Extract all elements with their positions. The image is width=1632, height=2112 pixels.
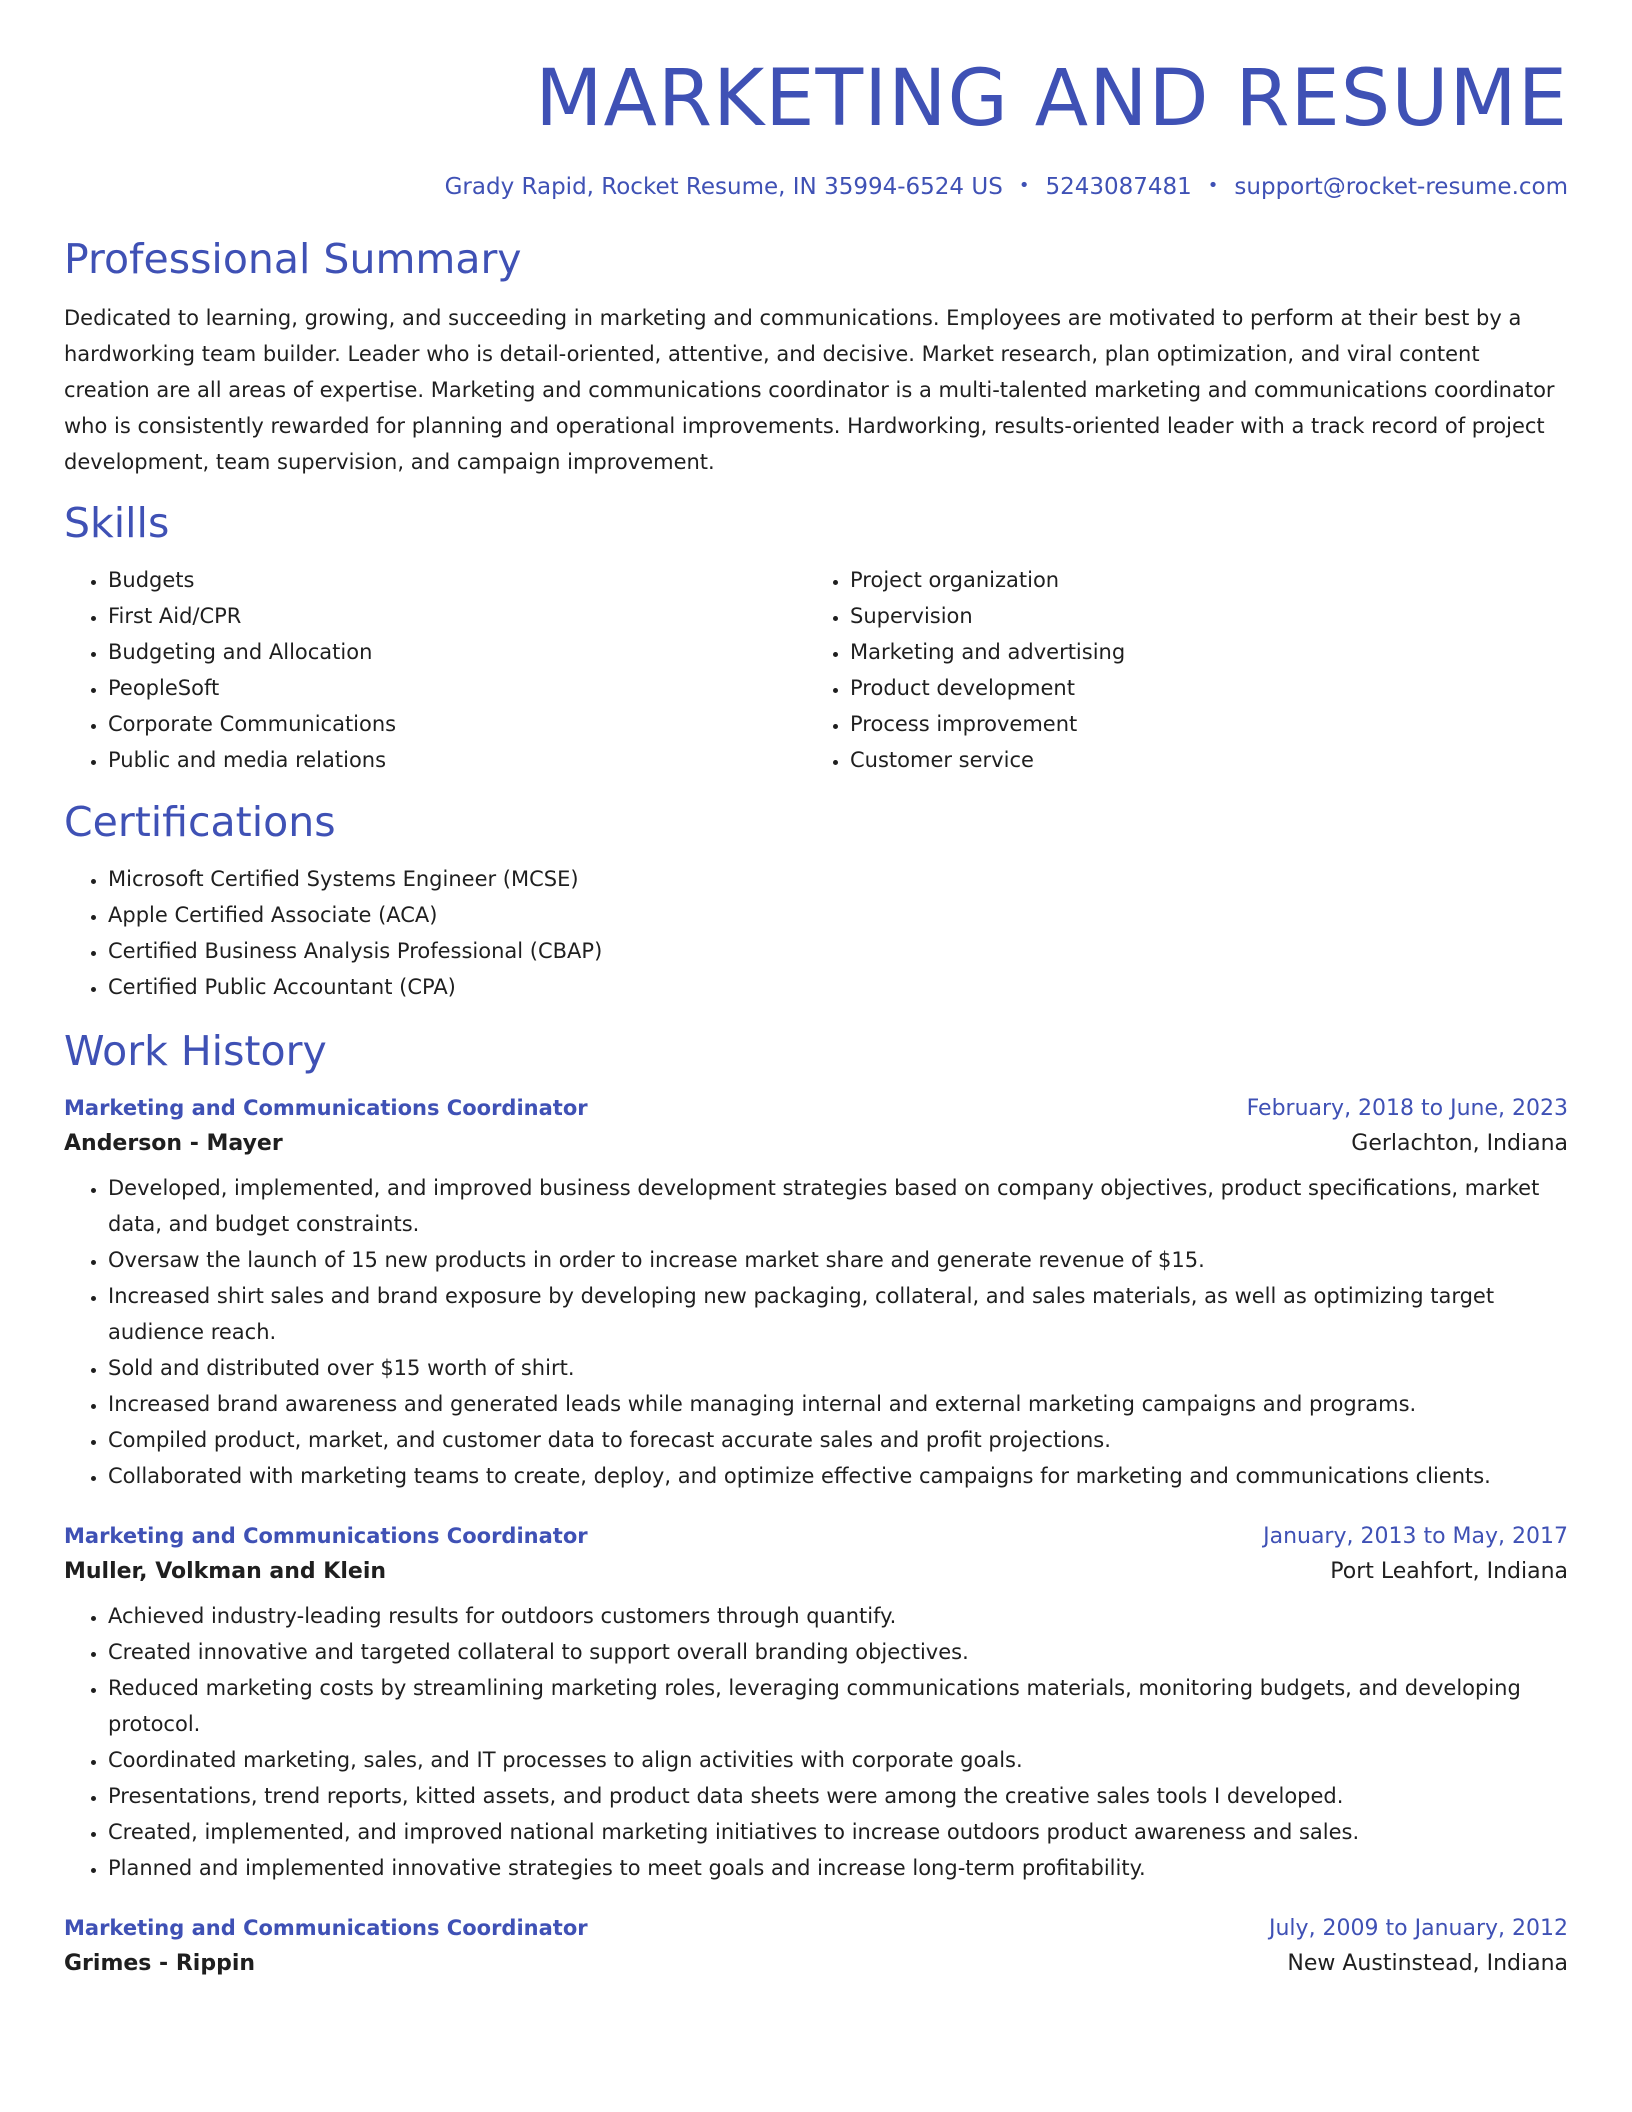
job-bullet: • Reduced marketing costs by streamlining marketing roles, leveraging communications materials, monitoring budgets, and developing protocol. bbox=[108, 1670, 1568, 1742]
skill-item: • Budgets bbox=[108, 562, 806, 598]
job-title: Marketing and Communications Coordinator bbox=[64, 1916, 588, 1940]
job-bullet: • Planned and implemented innovative strategies to meet goals and increase long-term profitability. bbox=[108, 1850, 1568, 1886]
job-bullet: • Increased shirt sales and brand exposure by developing new packaging, collateral, and sales materials, as well as optimizing target audience reach. bbox=[108, 1278, 1568, 1350]
contact-email[interactable]: support@rocket-resume.com bbox=[1234, 174, 1568, 200]
certifications-list bbox=[64, 861, 1568, 1005]
job-bullet: • Oversaw the launch of 15 new products in order to increase market share and generate revenue of $15. bbox=[108, 1242, 1568, 1278]
job-subheader bbox=[64, 1559, 1568, 1584]
job-entry bbox=[64, 1096, 1568, 1494]
skill-item: • Project organization bbox=[850, 562, 1548, 598]
job-subheader bbox=[64, 1951, 1568, 1976]
certification-item: • Apple Certified Associate (ACA) bbox=[108, 897, 1568, 933]
skill-item: • Budgeting and Allocation bbox=[108, 634, 806, 670]
skill-item: • Corporate Communications bbox=[108, 706, 806, 742]
job-header bbox=[64, 1096, 1568, 1121]
job-bullet: • Compiled product, market, and customer data to forecast accurate sales and profit projections. bbox=[108, 1422, 1568, 1458]
job-bullet: • Achieved industry-leading results for outdoors customers through quantify. bbox=[108, 1598, 1568, 1634]
skills-column-left bbox=[64, 562, 806, 778]
certification-item: • Microsoft Certified Systems Engineer (MCSE) bbox=[108, 861, 1568, 897]
job-company: Muller, Volkman and Klein bbox=[64, 1559, 387, 1584]
skill-item: • Customer service bbox=[850, 742, 1548, 778]
skill-item: • Public and media relations bbox=[108, 742, 806, 778]
skill-item: • PeopleSoft bbox=[108, 670, 806, 706]
skill-item: • Process improvement bbox=[850, 706, 1548, 742]
skill-item: • Marketing and advertising bbox=[850, 634, 1548, 670]
job-location: Gerlachton, Indiana bbox=[1351, 1131, 1568, 1156]
job-header bbox=[64, 1916, 1568, 1941]
job-title: Marketing and Communications Coordinator bbox=[64, 1524, 588, 1548]
job-bullet: • Coordinated marketing, sales, and IT processes to align activities with corporate goals. bbox=[108, 1742, 1568, 1778]
section-title-certifications: Certifications bbox=[64, 798, 336, 846]
job-bullet: • Collaborated with marketing teams to create, deploy, and optimize effective campaigns for marketing and communications clients. bbox=[108, 1458, 1568, 1494]
resume-page bbox=[64, 0, 1568, 1976]
job-dates: July, 2009 to January, 2012 bbox=[1269, 1916, 1568, 1941]
job-bullet: • Sold and distributed over $15 worth of shirt. bbox=[108, 1350, 1568, 1386]
certification-item: • Certified Business Analysis Professional (CBAP) bbox=[108, 933, 1568, 969]
contact-separator: • bbox=[1018, 174, 1030, 196]
job-company: Anderson - Mayer bbox=[64, 1131, 283, 1156]
job-entry bbox=[64, 1916, 1568, 1976]
job-location: Port Leahfort, Indiana bbox=[1330, 1559, 1568, 1584]
skills-column-right bbox=[806, 562, 1548, 778]
section-title-summary: Professional Summary bbox=[64, 235, 522, 283]
job-bullets bbox=[64, 1598, 1568, 1886]
contact-line bbox=[64, 176, 1568, 199]
job-bullet: • Increased brand awareness and generated leads while managing internal and external marketing campaigns and programs. bbox=[108, 1386, 1568, 1422]
skills-list bbox=[64, 562, 1568, 778]
job-dates: February, 2018 to June, 2023 bbox=[1246, 1096, 1568, 1121]
section-title-work-history: Work History bbox=[64, 1027, 327, 1075]
contact-address: Grady Rapid, Rocket Resume, IN 35994-6524 US bbox=[444, 174, 1003, 200]
summary-text: Dedicated to learning, growing, and succeeding in marketing and communications. Employees are motivated to perform at their best by a hardworking team builder. Leader who is detail-oriented, attentive, and decisive. Market research, plan optimization, and viral content creation are all areas of expertise. Marketing and communications coordinator is a multi-talented marketing and communications coordinator who is consistently rewarded for planning and operational improvements. Hardworking, results-oriented leader with a track record of project development, team supervision, and campaign improvement. bbox=[64, 306, 1555, 474]
job-dates: January, 2013 to May, 2017 bbox=[1263, 1524, 1568, 1549]
section-title-skills: Skills bbox=[64, 499, 170, 547]
job-title: Marketing and Communications Coordinator bbox=[64, 1096, 588, 1120]
job-entry bbox=[64, 1524, 1568, 1886]
certification-item: • Certified Public Accountant (CPA) bbox=[108, 969, 1568, 1005]
job-bullet: • Created, implemented, and improved national marketing initiatives to increase outdoors product awareness and sales. bbox=[108, 1814, 1568, 1850]
contact-separator: • bbox=[1207, 174, 1219, 196]
job-bullet: • Developed, implemented, and improved business development strategies based on company objectives, product specifications, market data, and budget constraints. bbox=[108, 1170, 1568, 1242]
skill-item: • Supervision bbox=[850, 598, 1548, 634]
job-bullet: • Created innovative and targeted collateral to support overall branding objectives. bbox=[108, 1634, 1568, 1670]
skill-item: • Product development bbox=[850, 670, 1548, 706]
job-location: New Austinstead, Indiana bbox=[1287, 1951, 1568, 1976]
job-header bbox=[64, 1524, 1568, 1549]
skill-item: • First Aid/CPR bbox=[108, 598, 806, 634]
resume-name: MARKETING AND RESUME bbox=[535, 54, 1568, 144]
job-bullets bbox=[64, 1170, 1568, 1494]
contact-phone[interactable]: 5243087481 bbox=[1045, 174, 1192, 200]
job-company: Grimes - Rippin bbox=[64, 1951, 256, 1976]
job-bullet: • Presentations, trend reports, kitted assets, and product data sheets were among the creative sales tools I developed. bbox=[108, 1778, 1568, 1814]
job-subheader bbox=[64, 1131, 1568, 1156]
